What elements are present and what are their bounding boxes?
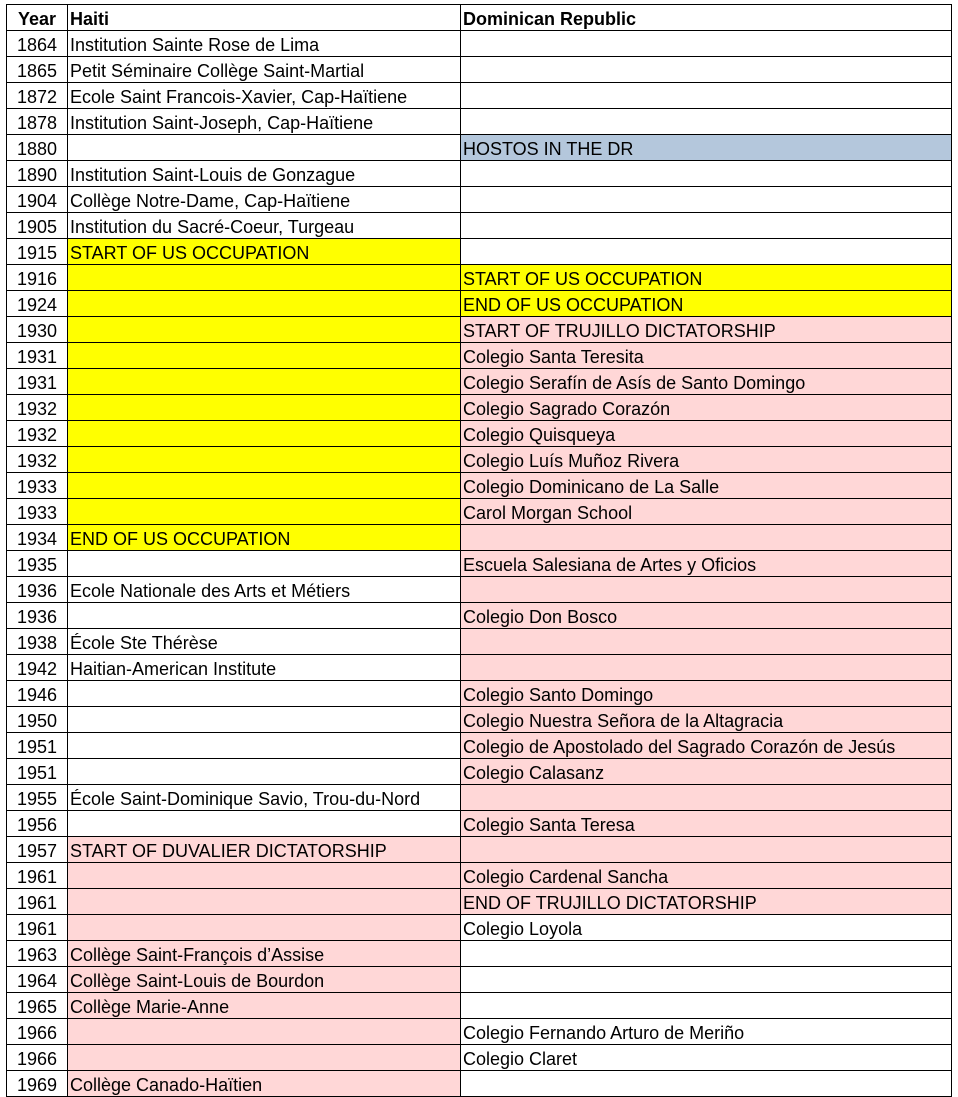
year-cell[interactable]: 1938 (7, 629, 68, 655)
dominican-republic-cell[interactable]: Colegio Claret (461, 1045, 952, 1071)
dominican-republic-cell[interactable]: START OF TRUJILLO DICTATORSHIP (461, 317, 952, 343)
haiti-cell[interactable] (68, 395, 461, 421)
table-row (7, 83, 952, 109)
haiti-cell[interactable] (68, 863, 461, 889)
year-cell[interactable]: 1942 (7, 655, 68, 681)
haiti-cell[interactable]: Institution Sainte Rose de Lima (68, 31, 461, 57)
table-row (7, 915, 952, 941)
table-body (7, 5, 952, 1097)
dominican-republic-cell[interactable]: Colegio Serafín de Asís de Santo Domingo (461, 369, 952, 395)
table-row (7, 291, 952, 317)
dominican-republic-cell[interactable] (461, 629, 952, 655)
table-row (7, 681, 952, 707)
dominican-republic-cell[interactable]: Colegio Santa Teresa (461, 811, 952, 837)
year-cell[interactable]: 1946 (7, 681, 68, 707)
table-row (7, 837, 952, 863)
table-row (7, 1019, 952, 1045)
year-cell[interactable]: 1905 (7, 213, 68, 239)
haiti-cell[interactable] (68, 265, 461, 291)
haiti-cell[interactable] (68, 681, 461, 707)
dominican-republic-cell[interactable] (461, 161, 952, 187)
dominican-republic-cell[interactable] (461, 837, 952, 863)
year-cell[interactable]: 1880 (7, 135, 68, 161)
haiti-cell[interactable] (68, 707, 461, 733)
table-row (7, 395, 952, 421)
table-row (7, 1071, 952, 1097)
table-row (7, 551, 952, 577)
haiti-cell[interactable] (68, 369, 461, 395)
dominican-republic-cell[interactable]: Colegio Nuestra Señora de la Altagracia (461, 707, 952, 733)
haiti-cell[interactable] (68, 343, 461, 369)
table-row (7, 213, 952, 239)
table-row (7, 577, 952, 603)
haiti-cell[interactable]: Collège Saint-Louis de Bourdon (68, 967, 461, 993)
dominican-republic-cell[interactable] (461, 1071, 952, 1097)
dominican-republic-cell[interactable]: Colegio Loyola (461, 915, 952, 941)
year-cell[interactable]: 1933 (7, 499, 68, 525)
haiti-cell[interactable] (68, 811, 461, 837)
year-cell[interactable]: 1956 (7, 811, 68, 837)
year-cell[interactable]: 1932 (7, 421, 68, 447)
year-cell[interactable]: 1951 (7, 759, 68, 785)
year-cell[interactable]: 1872 (7, 83, 68, 109)
table-row (7, 525, 952, 551)
dominican-republic-cell[interactable] (461, 31, 952, 57)
year-cell[interactable]: 1965 (7, 993, 68, 1019)
dominican-republic-cell[interactable]: END OF TRUJILLO DICTATORSHIP (461, 889, 952, 915)
dominican-republic-cell[interactable]: Colegio de Apostolado del Sagrado Corazón de Jesús (461, 733, 952, 759)
dominican-republic-cell[interactable]: Colegio Sagrado Corazón (461, 395, 952, 421)
header-haiti[interactable]: Haiti (68, 5, 461, 31)
year-cell[interactable]: 1935 (7, 551, 68, 577)
dominican-republic-cell[interactable] (461, 577, 952, 603)
year-cell[interactable]: 1966 (7, 1045, 68, 1071)
table-row (7, 811, 952, 837)
table-row (7, 655, 952, 681)
dominican-republic-cell[interactable]: Colegio Fernando Arturo de Meriño (461, 1019, 952, 1045)
haiti-cell[interactable]: Haitian-American Institute (68, 655, 461, 681)
table-row (7, 993, 952, 1019)
table-row (7, 421, 952, 447)
table-row (7, 239, 952, 265)
table-row (7, 967, 952, 993)
table-row (7, 343, 952, 369)
year-cell[interactable]: 1915 (7, 239, 68, 265)
table-row (7, 785, 952, 811)
year-cell[interactable]: 1966 (7, 1019, 68, 1045)
header-dominican-republic[interactable]: Dominican Republic (461, 5, 952, 31)
year-cell[interactable]: 1931 (7, 369, 68, 395)
year-cell[interactable]: 1934 (7, 525, 68, 551)
haiti-cell[interactable] (68, 317, 461, 343)
haiti-cell[interactable] (68, 499, 461, 525)
haiti-cell[interactable]: Institution Saint-Louis de Gonzague (68, 161, 461, 187)
haiti-cell[interactable]: Collège Saint-François d’Assise (68, 941, 461, 967)
table-row (7, 889, 952, 915)
table-row (7, 109, 952, 135)
year-cell[interactable]: 1878 (7, 109, 68, 135)
haiti-cell[interactable]: Institution du Sacré-Coeur, Turgeau (68, 213, 461, 239)
dominican-republic-cell[interactable] (461, 239, 952, 265)
year-cell[interactable]: 1904 (7, 187, 68, 213)
year-cell[interactable]: 1932 (7, 447, 68, 473)
table-row (7, 265, 952, 291)
dominican-republic-cell[interactable]: Colegio Cardenal Sancha (461, 863, 952, 889)
year-cell[interactable]: 1916 (7, 265, 68, 291)
table-row (7, 1045, 952, 1071)
year-cell[interactable]: 1930 (7, 317, 68, 343)
dominican-republic-cell[interactable]: Colegio Santo Domingo (461, 681, 952, 707)
table-row (7, 707, 952, 733)
haiti-cell[interactable]: École Ste Thérèse (68, 629, 461, 655)
dominican-republic-cell[interactable] (461, 109, 952, 135)
haiti-cell[interactable] (68, 473, 461, 499)
table-row (7, 499, 952, 525)
dominican-republic-cell[interactable] (461, 57, 952, 83)
haiti-cell[interactable] (68, 551, 461, 577)
table-row (7, 629, 952, 655)
dominican-republic-cell[interactable] (461, 83, 952, 109)
year-cell[interactable]: 1936 (7, 577, 68, 603)
haiti-cell[interactable]: Ecole Saint Francois-Xavier, Cap-Haïtiene (68, 83, 461, 109)
year-cell[interactable]: 1963 (7, 941, 68, 967)
haiti-cell[interactable]: END OF US OCCUPATION (68, 525, 461, 551)
dominican-republic-cell[interactable]: Colegio Dominicano de La Salle (461, 473, 952, 499)
year-cell[interactable]: 1890 (7, 161, 68, 187)
haiti-cell[interactable] (68, 447, 461, 473)
table-row (7, 31, 952, 57)
year-cell[interactable]: 1936 (7, 603, 68, 629)
dominican-republic-cell[interactable] (461, 967, 952, 993)
haiti-cell[interactable] (68, 1045, 461, 1071)
header-year[interactable]: Year (7, 5, 68, 31)
dominican-republic-cell[interactable] (461, 941, 952, 967)
dominican-republic-cell[interactable]: Colegio Santa Teresita (461, 343, 952, 369)
year-cell[interactable]: 1964 (7, 967, 68, 993)
table-row (7, 317, 952, 343)
table-row (7, 135, 952, 161)
haiti-cell[interactable] (68, 759, 461, 785)
table-row (7, 473, 952, 499)
year-cell[interactable]: 1932 (7, 395, 68, 421)
haiti-cell[interactable] (68, 291, 461, 317)
haiti-cell[interactable]: Ecole Nationale des Arts et Métiers (68, 577, 461, 603)
year-cell[interactable]: 1961 (7, 915, 68, 941)
dominican-republic-cell[interactable] (461, 525, 952, 551)
dominican-republic-cell[interactable]: Colegio Don Bosco (461, 603, 952, 629)
haiti-cell[interactable] (68, 603, 461, 629)
haiti-cell[interactable]: Petit Séminaire Collège Saint-Martial (68, 57, 461, 83)
year-cell[interactable]: 1931 (7, 343, 68, 369)
year-cell[interactable]: 1969 (7, 1071, 68, 1097)
haiti-cell[interactable] (68, 135, 461, 161)
table-row (7, 161, 952, 187)
dominican-republic-cell[interactable]: Carol Morgan School (461, 499, 952, 525)
schools-timeline-table (6, 4, 952, 1097)
dominican-republic-cell[interactable]: Colegio Quisqueya (461, 421, 952, 447)
haiti-cell[interactable]: Collège Canado-Haïtien (68, 1071, 461, 1097)
year-cell[interactable]: 1961 (7, 863, 68, 889)
year-cell[interactable]: 1950 (7, 707, 68, 733)
year-cell[interactable]: 1955 (7, 785, 68, 811)
dominican-republic-cell[interactable] (461, 993, 952, 1019)
dominican-republic-cell[interactable] (461, 187, 952, 213)
year-cell[interactable]: 1951 (7, 733, 68, 759)
header-row (7, 5, 952, 31)
dominican-republic-cell[interactable]: Colegio Calasanz (461, 759, 952, 785)
table-row (7, 187, 952, 213)
year-cell[interactable]: 1933 (7, 473, 68, 499)
dominican-republic-cell[interactable] (461, 785, 952, 811)
year-cell[interactable]: 1957 (7, 837, 68, 863)
table-row (7, 57, 952, 83)
haiti-cell[interactable] (68, 421, 461, 447)
table-row (7, 369, 952, 395)
table-row (7, 759, 952, 785)
dominican-republic-cell[interactable]: HOSTOS IN THE DR (461, 135, 952, 161)
haiti-cell[interactable] (68, 733, 461, 759)
year-cell[interactable]: 1864 (7, 31, 68, 57)
table-row (7, 941, 952, 967)
haiti-cell[interactable]: Collège Marie-Anne (68, 993, 461, 1019)
haiti-cell[interactable] (68, 1019, 461, 1045)
haiti-cell[interactable] (68, 889, 461, 915)
table-row (7, 603, 952, 629)
table-row (7, 447, 952, 473)
dominican-republic-cell[interactable]: END OF US OCCUPATION (461, 291, 952, 317)
dominican-republic-cell[interactable] (461, 655, 952, 681)
dominican-republic-cell[interactable]: Colegio Luís Muñoz Rivera (461, 447, 952, 473)
dominican-republic-cell[interactable]: START OF US OCCUPATION (461, 265, 952, 291)
table-row (7, 863, 952, 889)
haiti-cell[interactable]: START OF US OCCUPATION (68, 239, 461, 265)
haiti-cell[interactable] (68, 915, 461, 941)
year-cell[interactable]: 1865 (7, 57, 68, 83)
haiti-cell[interactable]: START OF DUVALIER DICTATORSHIP (68, 837, 461, 863)
year-cell[interactable]: 1961 (7, 889, 68, 915)
haiti-cell[interactable]: Collège Notre-Dame, Cap-Haïtiene (68, 187, 461, 213)
haiti-cell[interactable]: École Saint-Dominique Savio, Trou-du-Nord (68, 785, 461, 811)
haiti-cell[interactable]: Institution Saint-Joseph, Cap-Haïtiene (68, 109, 461, 135)
table-row (7, 733, 952, 759)
dominican-republic-cell[interactable]: Escuela Salesiana de Artes y Oficios (461, 551, 952, 577)
dominican-republic-cell[interactable] (461, 213, 952, 239)
year-cell[interactable]: 1924 (7, 291, 68, 317)
